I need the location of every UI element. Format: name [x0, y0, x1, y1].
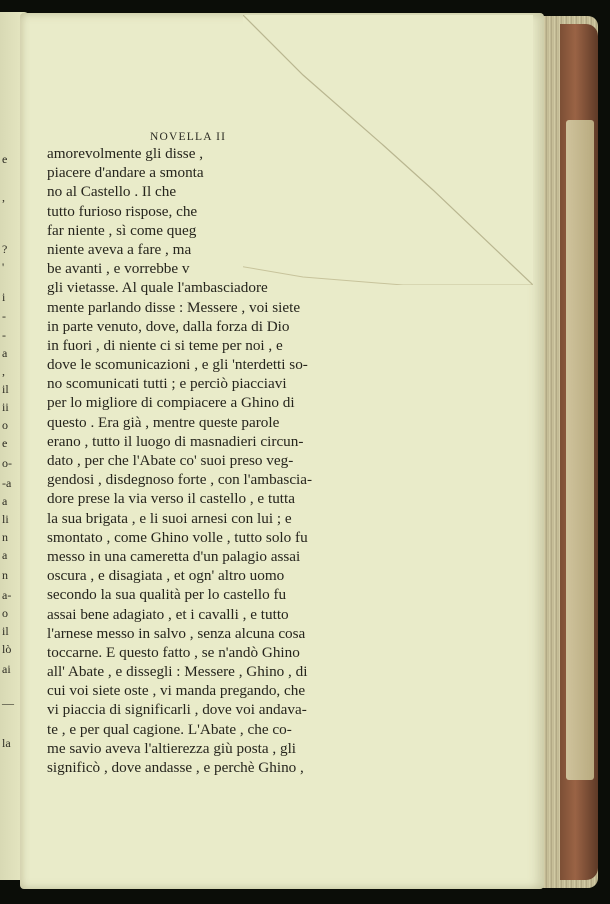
left-page-fragment: lò: [2, 642, 12, 656]
left-page-fragment: i: [2, 290, 6, 304]
text-line: toccarne. E questo fatto , se n'andò Ghino: [47, 643, 300, 661]
text-line: mente parlando disse : Messere , voi siete: [47, 298, 301, 316]
text-line: no al Castello . Il che: [47, 183, 177, 201]
text-line: piacere d'andare a smonta: [47, 164, 204, 182]
text-line: niente aveva a fare , ma: [47, 240, 192, 258]
text-line: dore prese la via verso il castello , e tutta: [47, 490, 295, 508]
text-line: gendosi , disdegnoso forte , con l'ambascia-: [47, 471, 313, 489]
left-page-fragment: la: [2, 736, 11, 750]
text-line: messo in una cameretta d'un palagio assai: [47, 547, 301, 565]
left-page-fragment: -a: [2, 476, 12, 490]
left-page-fragment: ai: [2, 662, 11, 676]
running-header: NOVELLA II: [150, 131, 227, 143]
left-page-fragment: ,: [2, 364, 5, 378]
left-page-fragment: o: [2, 418, 8, 432]
left-page-fragment: o-: [2, 456, 12, 470]
text-line: no scomunicati tutti ; e perciò piacciavi: [47, 375, 287, 393]
left-page-fragment: -: [2, 328, 6, 342]
left-page-fragment: n: [2, 568, 8, 582]
text-line: amorevolmente gli disse ,: [47, 145, 204, 162]
text-line: significò , dove andasse , e perchè Ghino ,: [47, 759, 304, 776]
text-line: questo . Era già , mentre queste parole: [47, 413, 280, 431]
text-line: dato , per che l'Abate co' suoi preso veg-: [47, 452, 294, 469]
text-line: be avanti , e vorrebbe v: [47, 260, 190, 278]
text-line: l'arnese messo in salvo , senza alcuna cosa: [47, 624, 306, 642]
left-page-fragment: n: [2, 530, 8, 544]
text-line: oscura , e disagiata , et ogn' altro uomo: [47, 567, 285, 585]
left-page-fragment: ,: [2, 190, 5, 204]
cover-endpaper: [566, 120, 594, 780]
left-page-fragment: a: [2, 494, 8, 508]
left-page-fragment: ii: [2, 400, 9, 414]
left-page-fragment: a: [2, 548, 8, 562]
text-line: vi piaccia di significarli , dove voi andava-: [47, 701, 307, 719]
left-page-fragment: o: [2, 606, 8, 620]
text-line: la sua brigata , e li suoi arnesi con lui ; e: [47, 509, 292, 527]
left-page-fragment: e: [2, 152, 8, 166]
left-page-fragment: e: [2, 436, 8, 450]
text-line: me savio aveva l'altierezza giù posta , gli: [47, 739, 297, 757]
text-line: all' Abate , e dissegli : Messere , Ghino , di: [47, 663, 308, 681]
text-line: per lo migliore di compiacere a Ghino di: [47, 394, 295, 412]
left-page-fragment: -: [2, 309, 6, 323]
left-page-fragment: a-: [2, 588, 12, 602]
text-line: dove le scomunicazioni , e gli 'nterdetti so-: [47, 356, 308, 374]
text-line: gli vietasse. Al quale l'ambasciadore: [47, 279, 268, 297]
text-line: smontato , come Ghino volle , tutto solo fu: [47, 528, 308, 546]
text-line: tutto furioso rispose, che: [47, 202, 198, 220]
text-line: secondo la sua qualità per lo castello fu: [47, 586, 287, 604]
left-page-fragment: ?: [2, 242, 8, 256]
left-page-fragment: li: [2, 512, 9, 526]
text-line: far niente , sì come queg: [47, 221, 197, 239]
text-line: erano , tutto il luogo di masnadieri circun-: [47, 432, 304, 450]
left-page-fragment: il: [2, 624, 9, 638]
text-line: in parte venuto, dove, dalla forza di Dio: [47, 317, 290, 335]
left-page-fragment: ': [2, 260, 5, 274]
text-line: cui voi siete oste , vi manda pregando, che: [47, 682, 306, 700]
text-line: te , e per qual cagione. L'Abate , che co-: [47, 720, 292, 738]
left-page-fragment: —: [2, 696, 14, 710]
text-line: assai bene adagiato , et i cavalli , e tutto: [47, 605, 289, 623]
folded-paper-overlay: [243, 15, 533, 285]
text-line: in fuori , di niente ci si teme per noi , e: [47, 336, 283, 354]
left-page-fragment: il: [2, 382, 9, 396]
left-page-fragment: a: [2, 346, 8, 360]
